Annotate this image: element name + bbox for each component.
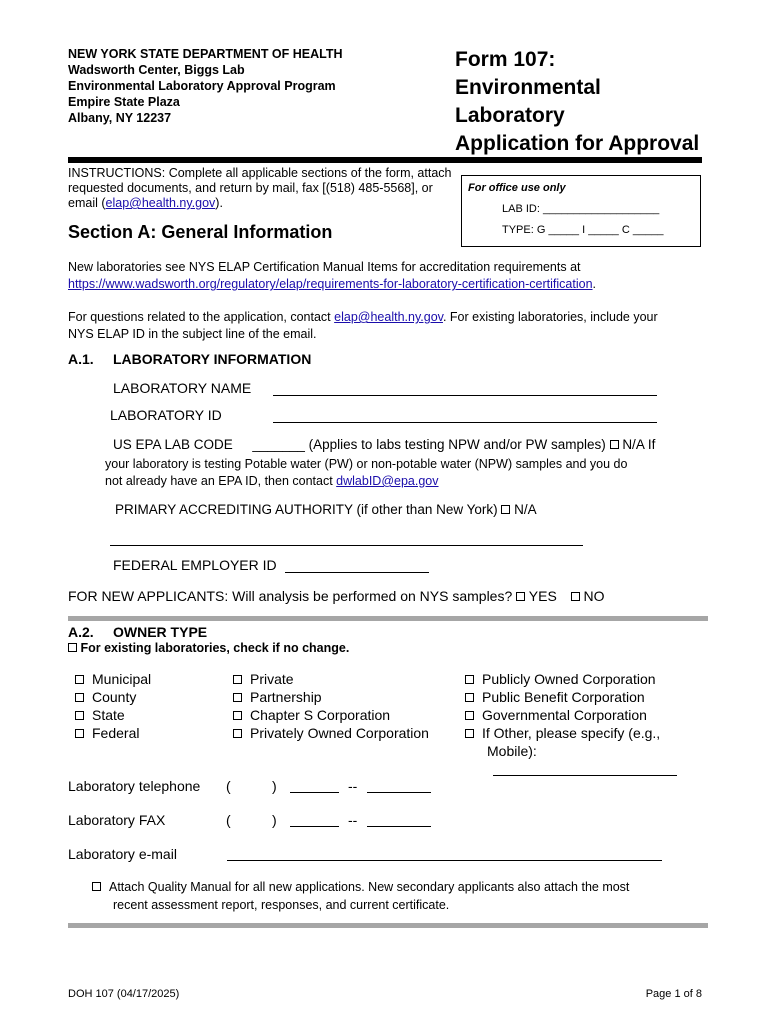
- owner-option-label: State: [92, 707, 125, 723]
- no-change-checkbox[interactable]: [68, 643, 77, 652]
- partnership-checkbox[interactable]: [233, 693, 242, 702]
- phone-dash: --: [348, 778, 358, 794]
- municipal-checkbox[interactable]: [75, 675, 84, 684]
- owner-option-label: Chapter S Corporation: [250, 707, 391, 723]
- fein-label: FEDERAL EMPLOYER ID: [113, 557, 277, 573]
- paa-row: [115, 502, 537, 517]
- public-benefit-checkbox[interactable]: [465, 693, 474, 702]
- a2-title: OWNER TYPE: [113, 624, 208, 640]
- owner-col-3: [465, 670, 660, 760]
- lab-id-field[interactable]: [273, 422, 657, 423]
- instructions: [68, 166, 453, 211]
- fax-paren-close: ): [272, 812, 277, 828]
- attach-text-cont: recent assessment report, responses, and current certificate.: [113, 898, 450, 912]
- new-applicants-row: [68, 588, 604, 604]
- paa-na-checkbox[interactable]: [501, 505, 510, 514]
- email-label: Laboratory e-mail: [68, 846, 177, 862]
- phone-line-field[interactable]: [367, 792, 431, 793]
- requirements-link[interactable]: https://www.wadsworth.org/regulatory/elap/requirements-for-laboratory-certification-certification: [68, 277, 593, 291]
- epa-code-field[interactable]: _______: [252, 437, 305, 452]
- epa-na-label: N/A: [622, 437, 645, 452]
- owner-option-label: Municipal: [92, 671, 152, 687]
- header-line: Environmental Laboratory Approval Program: [68, 79, 336, 93]
- owner-option-label: Partnership: [250, 689, 322, 705]
- other-checkbox[interactable]: [465, 729, 474, 738]
- epa-note-line: your laboratory is testing Potable water (PW) or non-potable water (NPW) samples and you do: [105, 457, 628, 471]
- fein-field[interactable]: [285, 558, 429, 573]
- other-specify-field[interactable]: [493, 775, 677, 776]
- paa-na-label: N/A: [514, 502, 537, 517]
- owner-option-label: County: [92, 689, 137, 705]
- section-a-para2-text3: NYS ELAP ID in the subject line of the email.: [68, 327, 317, 341]
- epa-if-text: If: [647, 437, 656, 452]
- owner-option-label: Federal: [92, 725, 140, 741]
- no-label: NO: [583, 588, 605, 604]
- county-checkbox[interactable]: [75, 693, 84, 702]
- owner-option-label: Public Benefit Corporation: [482, 689, 645, 705]
- phone-paren-close: ): [272, 778, 277, 794]
- form-title-line: Application for Approval: [455, 132, 700, 155]
- governmental-checkbox[interactable]: [465, 711, 474, 720]
- a1-number: A.1.: [68, 351, 94, 367]
- owner-option-label: Publicly Owned Corporation: [482, 671, 656, 687]
- paa-label: PRIMARY ACCREDITING AUTHORITY (if other than New York): [115, 502, 498, 517]
- yes-checkbox[interactable]: [516, 592, 525, 601]
- section-a-para2-text: For questions related to the application, contact: [68, 310, 335, 324]
- epa-code-row: [113, 437, 655, 452]
- footer-form-id: DOH 107 (04/17/2025): [68, 988, 180, 1000]
- fax-line-field[interactable]: [367, 826, 431, 827]
- form-title-line: Laboratory: [455, 104, 565, 127]
- form-title: [455, 46, 699, 158]
- chapter-s-checkbox[interactable]: [233, 711, 242, 720]
- state-checkbox[interactable]: [75, 711, 84, 720]
- new-applicants-question: FOR NEW APPLICANTS: Will analysis be performed on NYS samples?: [68, 588, 513, 604]
- office-use-title: For office use only: [468, 182, 566, 194]
- agency-header: [68, 46, 343, 126]
- lab-id-label: LABORATORY ID: [110, 407, 222, 423]
- instructions-end: ).: [215, 196, 223, 210]
- bottom-divider: [68, 923, 708, 928]
- instructions-email-link[interactable]: elap@health.ny.gov: [105, 196, 216, 210]
- header-line: Wadsworth Center, Biggs Lab: [68, 63, 245, 77]
- instructions-text: INSTRUCTIONS: Complete all applicable sections of the form, attach requested documents, and return by mail, fax [(518) 485-5568], or email (: [68, 166, 452, 210]
- header-line: NEW YORK STATE DEPARTMENT OF HEALTH: [68, 47, 343, 61]
- privately-owned-checkbox[interactable]: [233, 729, 242, 738]
- a1-title: LABORATORY INFORMATION: [113, 351, 312, 367]
- phone-paren-open: (: [226, 778, 231, 794]
- epa-code-label: US EPA LAB CODE: [113, 437, 233, 452]
- yes-label: YES: [528, 588, 557, 604]
- existing-row: [68, 641, 349, 655]
- a2-number: A.2.: [68, 624, 94, 640]
- office-use-box: [461, 175, 701, 247]
- section-a-para2: [68, 309, 708, 343]
- publicly-owned-checkbox[interactable]: [465, 675, 474, 684]
- office-lab-id: LAB ID: ___________________: [502, 203, 660, 215]
- owner-col-2: [233, 670, 429, 742]
- section-a-para1-end: .: [592, 277, 597, 291]
- fax-dash: --: [348, 812, 358, 828]
- lab-name-label: LABORATORY NAME: [113, 380, 252, 396]
- epa-email-link[interactable]: dwlabID@epa.gov: [336, 474, 439, 488]
- fax-label: Laboratory FAX: [68, 812, 166, 828]
- epa-code-note: (Applies to labs testing NPW and/or PW samples): [308, 437, 606, 452]
- header-line: Empire State Plaza: [68, 95, 180, 109]
- section-a-para1-text: New laboratories see NYS ELAP Certification Manual Items for accreditation requirements at: [68, 260, 581, 274]
- attach-text: Attach Quality Manual for all new applications. New secondary applicants also attach the most: [109, 880, 630, 894]
- lab-name-field[interactable]: [273, 395, 657, 396]
- section-a-title: Section A: General Information: [68, 222, 333, 242]
- epa-na-checkbox[interactable]: [610, 440, 619, 449]
- section-a-para2-text2: . For existing laboratories, include your: [442, 310, 658, 324]
- owner-col-1: [75, 670, 151, 742]
- owner-option-label: Privately Owned Corporation: [250, 725, 429, 741]
- other-cont: Mobile):: [487, 743, 537, 759]
- email-field[interactable]: [227, 860, 662, 861]
- no-checkbox[interactable]: [571, 592, 580, 601]
- no-change-label: For existing laboratories, check if no change.: [80, 641, 350, 655]
- form-title-line: Environmental: [455, 76, 601, 99]
- header-line: Albany, NY 12237: [68, 111, 172, 125]
- epa-note-cont: [105, 456, 715, 490]
- attach-row: [92, 878, 712, 914]
- epa-note-line: not already have an EPA ID, then contact: [105, 474, 337, 488]
- fax-prefix-field[interactable]: [290, 826, 339, 827]
- section-divider: [68, 616, 708, 621]
- owner-option-label: If Other, please specify (e.g.,: [482, 725, 661, 741]
- paa-field[interactable]: [110, 545, 583, 546]
- fein-row: [113, 557, 429, 573]
- owner-option-label: Private: [250, 671, 294, 687]
- owner-option-label: Governmental Corporation: [482, 707, 647, 723]
- header-rule: [68, 157, 702, 163]
- private-checkbox[interactable]: [233, 675, 242, 684]
- federal-checkbox[interactable]: [75, 729, 84, 738]
- footer-page: Page 1 of 8: [645, 988, 702, 1000]
- section-a-para1: [68, 259, 708, 293]
- office-type: TYPE: G _____ I _____ C _____: [502, 224, 664, 236]
- phone-label: Laboratory telephone: [68, 778, 201, 794]
- form-title-line: Form 107:: [455, 48, 556, 71]
- contact-email-link[interactable]: elap@health.ny.gov: [334, 310, 443, 324]
- fax-paren-open: (: [226, 812, 231, 828]
- phone-prefix-field[interactable]: [290, 792, 339, 793]
- attach-checkbox[interactable]: [92, 882, 101, 891]
